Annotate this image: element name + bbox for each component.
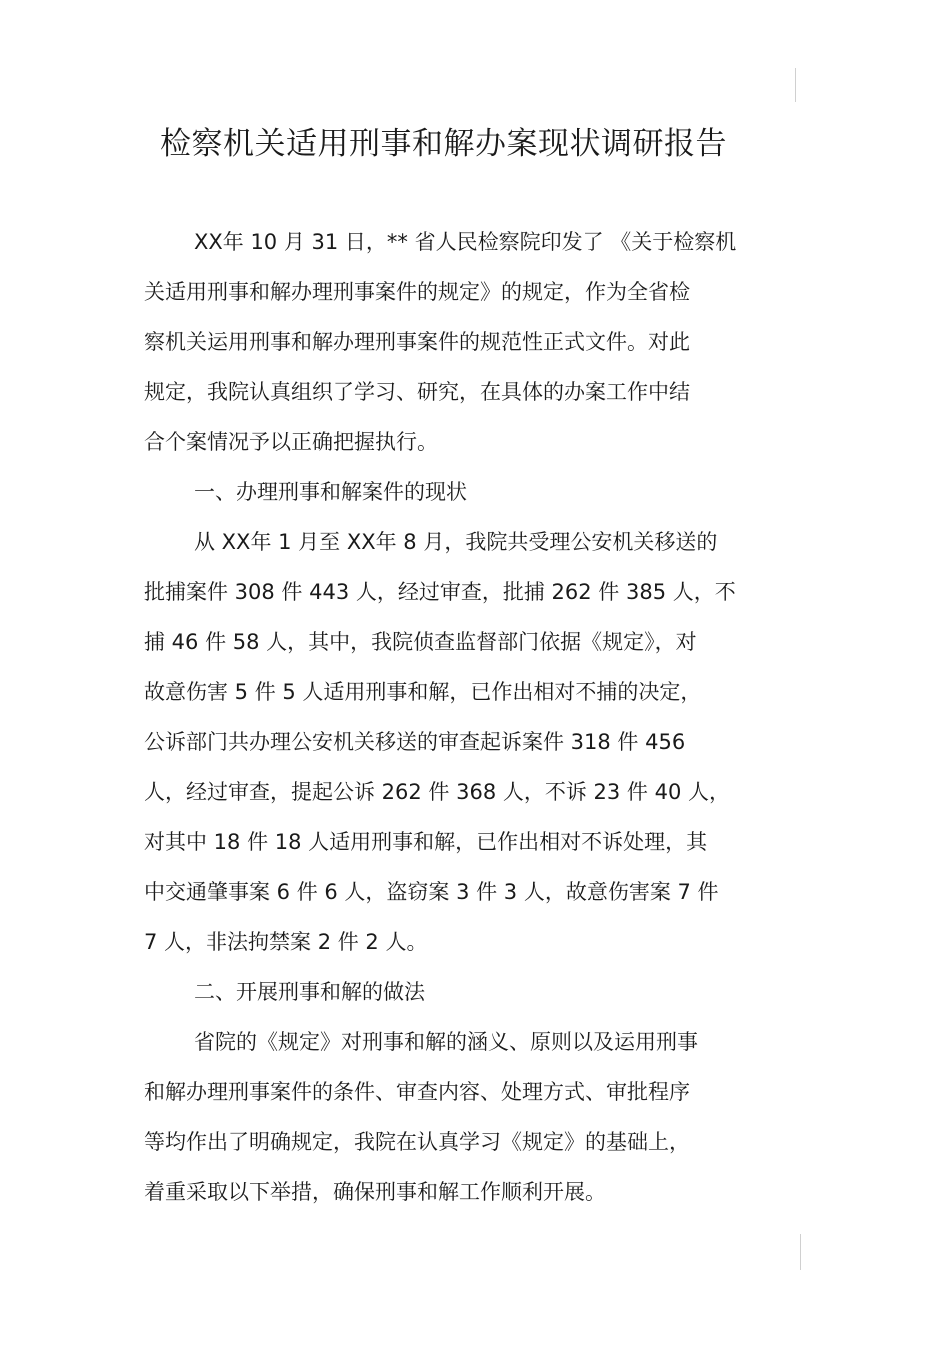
section-heading: 二、开展刑事和解的做法 (194, 980, 425, 1004)
page-corner-mark-top (795, 68, 796, 102)
paragraph-line: 故意伤害 5 件 5 人适用刑事和解，已作出相对不捕的决定， (144, 680, 702, 704)
paragraph-line: 规定，我院认真组织了学习、研究，在具体的办案工作中结 (144, 380, 690, 404)
document-body (144, 217, 824, 1217)
paragraph-line: 捕 46 件 58 人，其中，我院侦查监督部门依据《规定》，对 (144, 630, 697, 654)
paragraph-line: XX年 10 月 31 日，** 省人民检察院印发了 《关于检察机 (194, 230, 737, 254)
paragraph-line: 合个案情况予以正确把握执行。 (144, 430, 438, 454)
paragraph-line: 等均作出了明确规定，我院在认真学习《规定》的基础上， (144, 1130, 690, 1154)
paragraph-line: 人，经过审查，提起公诉 262 件 368 人，不诉 23 件 40 人， (144, 780, 731, 804)
section-heading: 一、办理刑事和解案件的现状 (194, 480, 467, 504)
paragraph-line: 和解办理刑事案件的条件、审查内容、处理方式、审批程序 (144, 1080, 690, 1104)
paragraph-line: 察机关运用刑事和解办理刑事案件的规范性正式文件。对此 (144, 330, 690, 354)
paragraph-line: 批捕案件 308 件 443 人，经过审查，批捕 262 件 385 人，不 (144, 580, 736, 604)
paragraph-line: 中交通肇事案 6 件 6 人，盗窃案 3 件 3 人，故意伤害案 7 件 (144, 880, 719, 904)
paragraph-line: 公诉部门共办理公安机关移送的审查起诉案件 318 件 456 (144, 730, 686, 754)
paragraph-line: 从 XX年 1 月至 XX年 8 月，我院共受理公安机关移送的 (194, 530, 718, 554)
paragraph-line: 省院的《规定》对刑事和解的涵义、原则以及运用刑事 (194, 1030, 698, 1054)
paragraph-line: 关适用刑事和解办理刑事案件的规定》的规定，作为全省检 (144, 280, 690, 304)
document-title: 检察机关适用刑事和解办案现状调研报告 (160, 126, 727, 162)
paragraph-line: 对其中 18 件 18 人适用刑事和解，已作出相对不诉处理，其 (144, 830, 708, 854)
paragraph-line: 着重采取以下举措，确保刑事和解工作顺利开展。 (144, 1180, 606, 1204)
page-corner-mark-bottom (800, 1234, 801, 1270)
paragraph-line: 7 人，非法拘禁案 2 件 2 人。 (144, 930, 428, 954)
